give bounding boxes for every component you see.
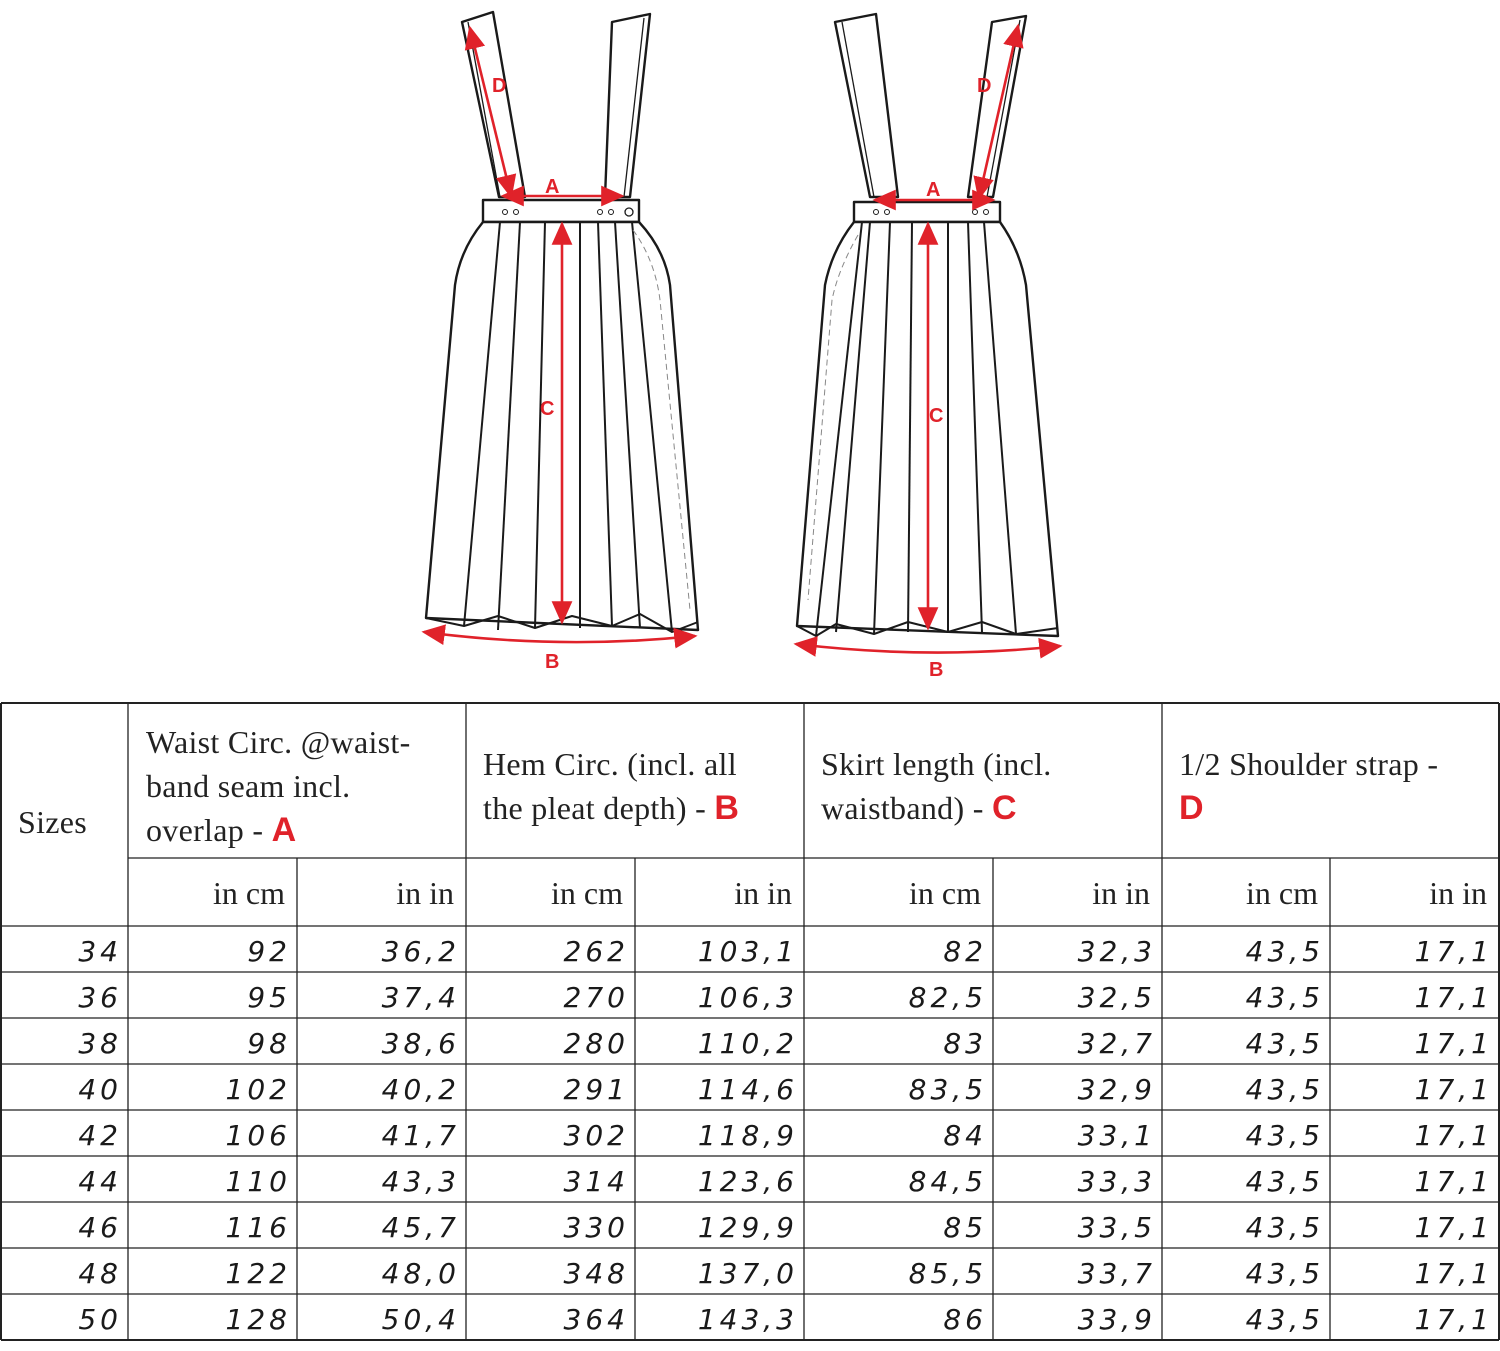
value-cell: 43,3 (381, 1165, 460, 1198)
back-label-d: D (977, 75, 992, 97)
value-cell: 33,9 (1077, 1303, 1156, 1336)
value-cell: 17,1 (1414, 935, 1493, 968)
value-cell: 114,6 (697, 1073, 798, 1106)
back-label-a: A (926, 179, 941, 201)
value-cell: 122 (225, 1257, 291, 1290)
size-cell: 46 (78, 1211, 122, 1244)
size-cell: 40 (78, 1073, 122, 1106)
value-cell: 17,1 (1414, 1027, 1493, 1060)
value-cell: 262 (563, 935, 629, 968)
value-cell: 38,6 (381, 1027, 460, 1060)
value-cell: 118,9 (697, 1119, 798, 1152)
value-cell: 32,5 (1077, 981, 1156, 1014)
value-cell: 17,1 (1414, 1303, 1493, 1336)
value-cell: 40,2 (381, 1073, 460, 1106)
value-cell: 17,1 (1414, 1119, 1493, 1152)
unit-label: in in (734, 875, 792, 911)
value-cell: 86 (943, 1303, 987, 1336)
front-label-a: A (545, 176, 560, 198)
value-cell: 43,5 (1245, 935, 1324, 968)
value-cell: 102 (225, 1073, 291, 1106)
value-cell: 270 (563, 981, 629, 1014)
hem-header: Hem Circ. (incl. all the pleat depth) - B (483, 746, 740, 827)
size-cell: 36 (78, 981, 122, 1014)
value-cell: 17,1 (1414, 1257, 1493, 1290)
value-cell: 82,5 (908, 981, 987, 1014)
size-cell: 50 (78, 1303, 122, 1336)
value-cell: 85,5 (908, 1257, 987, 1290)
value-cell: 128 (225, 1303, 291, 1336)
value-cell: 129,9 (697, 1211, 798, 1244)
value-cell: 302 (563, 1119, 629, 1152)
value-cell: 32,3 (1077, 935, 1156, 968)
value-cell: 123,6 (697, 1165, 798, 1198)
value-cell: 33,7 (1077, 1257, 1156, 1290)
value-cell: 43,5 (1245, 1073, 1324, 1106)
value-cell: 84 (943, 1119, 987, 1152)
value-cell: 50,4 (381, 1303, 460, 1336)
strap-header: 1/2 Shoulder strap - D (1179, 746, 1439, 827)
value-cell: 85 (943, 1211, 987, 1244)
value-cell: 32,7 (1077, 1027, 1156, 1060)
value-cell: 364 (563, 1303, 629, 1336)
value-cell: 33,5 (1077, 1211, 1156, 1244)
waist-header: Waist Circ. @waist- band seam incl. overlap - A (146, 724, 411, 849)
back-label-c: C (929, 405, 944, 427)
value-cell: 33,3 (1077, 1165, 1156, 1198)
value-cell: 143,3 (697, 1303, 798, 1336)
unit-label: in in (1092, 875, 1150, 911)
value-cell: 137,0 (697, 1257, 798, 1290)
unit-label: in cm (551, 875, 623, 911)
value-cell: 116 (225, 1211, 291, 1244)
value-cell: 291 (563, 1073, 629, 1106)
size-cell: 48 (78, 1257, 122, 1290)
value-cell: 48,0 (381, 1257, 460, 1290)
length-header: Skirt length (incl. waistband) - C (821, 746, 1052, 827)
unit-label: in cm (1246, 875, 1318, 911)
value-cell: 43,5 (1245, 1165, 1324, 1198)
value-cell: 43,5 (1245, 981, 1324, 1014)
value-cell: 314 (563, 1165, 629, 1198)
value-cell: 17,1 (1414, 981, 1493, 1014)
value-cell: 33,1 (1077, 1119, 1156, 1152)
value-cell: 83 (943, 1027, 987, 1060)
value-cell: 43,5 (1245, 1303, 1324, 1336)
value-cell: 43,5 (1245, 1257, 1324, 1290)
value-cell: 103,1 (697, 935, 798, 968)
value-cell: 280 (563, 1027, 629, 1060)
front-label-c: C (540, 398, 555, 420)
value-cell: 83,5 (908, 1073, 987, 1106)
value-cell: 98 (247, 1027, 291, 1060)
unit-label: in cm (909, 875, 981, 911)
size-cell: 44 (78, 1165, 122, 1198)
value-cell: 36,2 (381, 935, 460, 968)
value-cell: 43,5 (1245, 1211, 1324, 1244)
back-label-b: B (929, 659, 944, 681)
value-cell: 95 (247, 981, 291, 1014)
value-cell: 17,1 (1414, 1073, 1493, 1106)
value-cell: 106,3 (697, 981, 798, 1014)
unit-label: in cm (213, 875, 285, 911)
value-cell: 43,5 (1245, 1027, 1324, 1060)
value-cell: 106 (225, 1119, 291, 1152)
strap-letter: D (1179, 789, 1204, 827)
unit-label: in in (396, 875, 454, 911)
value-cell: 32,9 (1077, 1073, 1156, 1106)
front-label-b: B (545, 651, 560, 673)
value-cell: 348 (563, 1257, 629, 1290)
waist-letter: A (271, 811, 297, 849)
value-cell: 41,7 (381, 1119, 460, 1152)
size-cell: 38 (78, 1027, 122, 1060)
size-cell: 34 (78, 935, 122, 968)
value-cell: 43,5 (1245, 1119, 1324, 1152)
length-letter: C (991, 789, 1017, 827)
value-cell: 17,1 (1414, 1165, 1493, 1198)
value-cell: 37,4 (381, 981, 460, 1014)
sizes-header: Sizes (18, 804, 88, 840)
value-cell: 82 (943, 935, 987, 968)
value-cell: 110,2 (697, 1027, 798, 1060)
value-cell: 45,7 (381, 1211, 460, 1244)
value-cell: 92 (247, 935, 291, 968)
value-cell: 330 (563, 1211, 629, 1244)
size-cell: 42 (78, 1119, 122, 1152)
front-label-d: D (492, 75, 507, 97)
unit-label: in in (1429, 875, 1487, 911)
value-cell: 110 (225, 1165, 291, 1198)
hem-letter: B (714, 789, 740, 827)
value-cell: 17,1 (1414, 1211, 1493, 1244)
value-cell: 84,5 (908, 1165, 987, 1198)
